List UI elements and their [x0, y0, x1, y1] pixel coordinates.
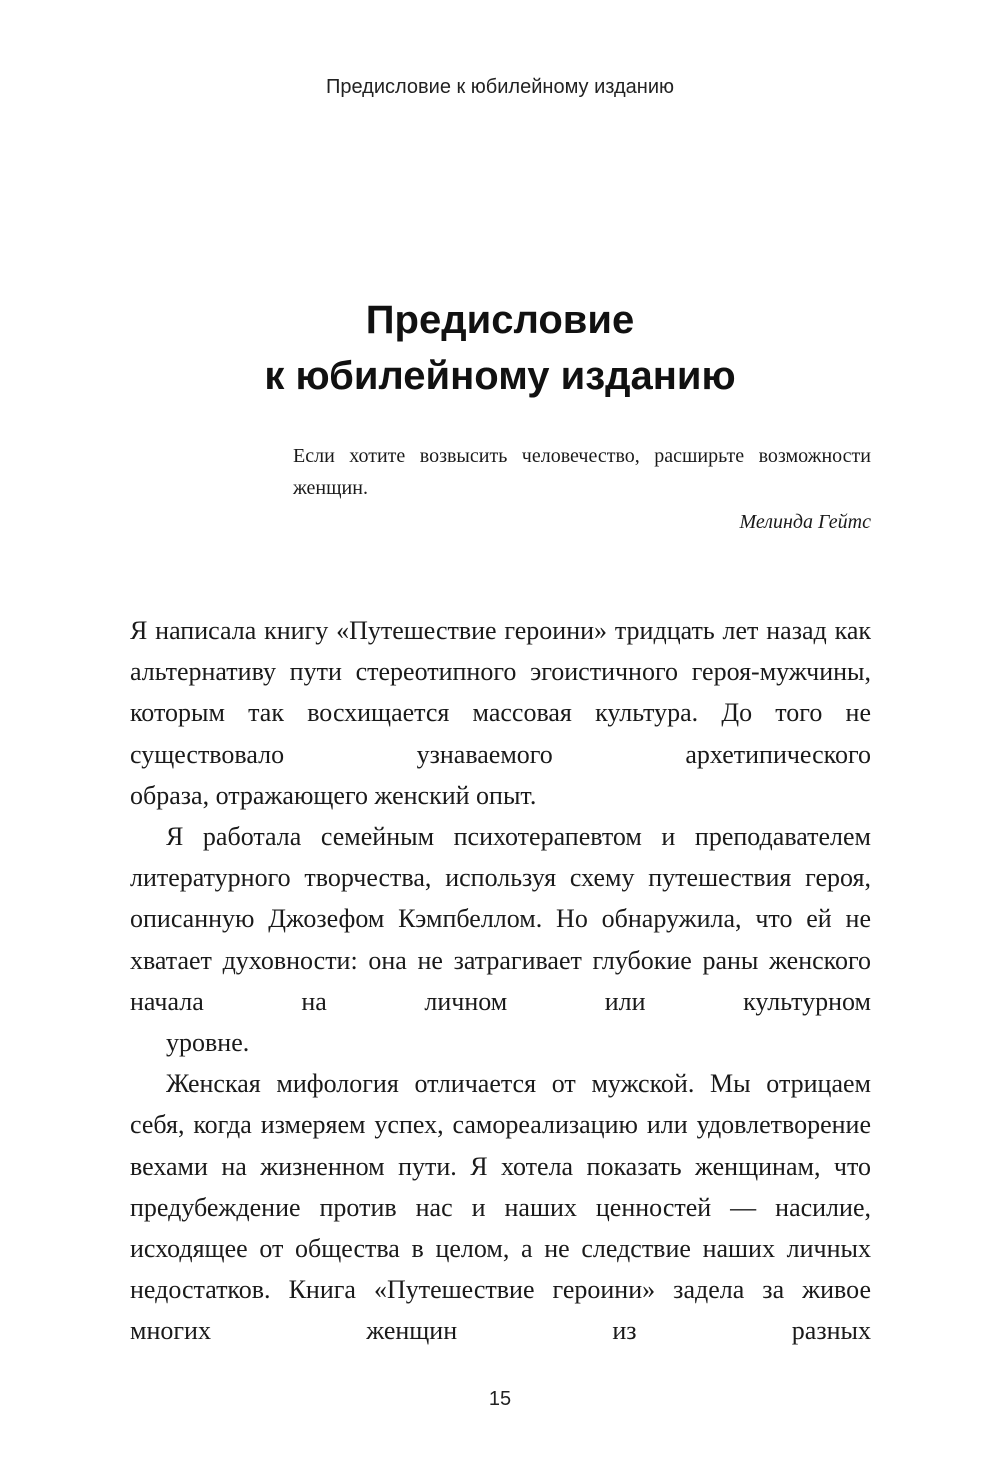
page-number: 15: [488, 1388, 512, 1410]
running-header: Предисловие к юбилейному изданию: [325, 76, 675, 98]
paragraph-2: [130, 816, 871, 1063]
body-text: [130, 610, 871, 1352]
paragraph-3: Женская мифология отличается от мужской. Мы отрицаем себя, когда измеряем успех, самореализацию или удовлетворение вехами на жизненном пути. Я хотела показать женщинам, что предубеждение против нас и наших ценностей — насилие, исходящее от общества в целом, а не следствие наших личных недостатков. Книга «Путешествие героини» задела за живое многих женщин из разных: [130, 1069, 871, 1346]
chapter-title-line-2: к юбилейному изданию: [264, 354, 736, 398]
chapter-title: [0, 292, 1000, 404]
paragraph-1-last-line: образа, отражающего женский опыт.: [130, 780, 537, 810]
epigraph-quote: Если хотите возвысить человечество, расширьте возможности женщин.: [293, 445, 871, 499]
epigraph: [293, 440, 871, 538]
chapter-title-line-1: Предисловие: [365, 298, 635, 342]
paragraph-1-text: Я написала книгу «Путешествие героини» тридцать лет назад как альтернативу пути стереотипного эгоистичного героя-мужчины, которым так восхищается массовая культура. До того не существовало узнаваемого архетипического: [130, 616, 871, 769]
epigraph-author: Мелинда Гейтс: [739, 511, 871, 533]
paragraph-2-text: Я работала семейным психотерапевтом и преподавателем литературного творчества, используя схему путешествия героя, описанную Джозефом Кэмпбеллом. Но обнаружила, что ей не хватает духовности: она не затрагивает глубокие раны женского начала на личном или культурном: [130, 822, 871, 1016]
paragraph-2-last-line: уровне.: [166, 1028, 250, 1058]
paragraph-1: [130, 610, 871, 816]
